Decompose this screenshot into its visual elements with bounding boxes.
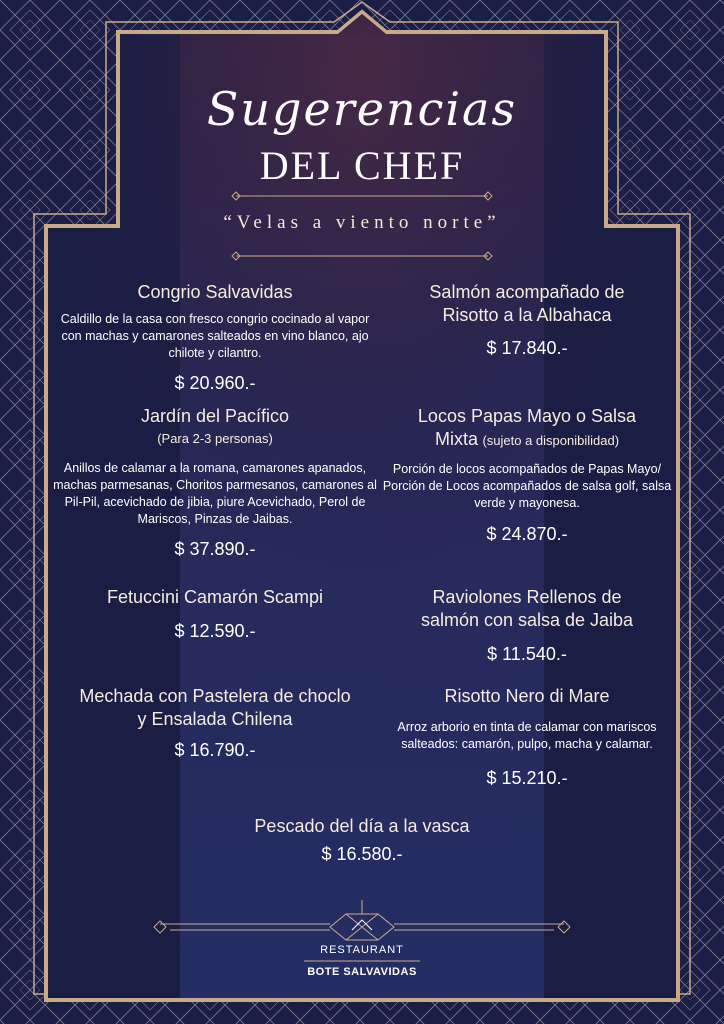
dish-name-raviolones: Raviolones Rellenos de salmón con salsa de Jaiba bbox=[420, 587, 634, 630]
dish-name-salmon: Salmón acompañado de Risotto a la Albahaca bbox=[429, 282, 625, 325]
dish-price-mechada: $ 16.790.- bbox=[174, 740, 256, 760]
dish-name-locos-mixta: Mixta bbox=[434, 429, 478, 449]
dish-desc-jardin: Anillos de calamar a la romana, camarones apanados, machas parmesanas, Choritos parmesanos, camarones al Pil-Pil, acevichado de jibia, piure Acevichado, Perol de Mariscos, Pinzas de Jaibas. bbox=[53, 461, 377, 526]
footer-restaurant-name: BOTE SALVAVIDAS bbox=[307, 966, 417, 978]
dish-name-mechada: Mechada con Pastelera de choclo y Ensalada Chilena bbox=[79, 686, 351, 729]
dish-desc-risotto: Arroz arborio en tinta de calamar con mariscos salteados: camarón, pulpo, macha y calamar. bbox=[397, 720, 657, 751]
dish-price-raviolones: $ 11.540.- bbox=[487, 644, 567, 664]
dish-note-jardin: (Para 2-3 personas) bbox=[157, 431, 273, 446]
footer-divider bbox=[304, 960, 420, 962]
dish-name-fetuccini: Fetuccini Camarón Scampi bbox=[106, 587, 324, 607]
subtitle: “Velas a viento norte” bbox=[223, 212, 501, 233]
dish-price-risotto: $ 15.210.- bbox=[486, 768, 568, 788]
dish-desc-locos: Porción de locos acompañados de Papas Mayo/ Porción de Locos acompañados de salsa golf, salsa verde y mayonesa. bbox=[382, 462, 672, 510]
dish-desc-congrio: Caldillo de la casa con fresco congrio cocinado al vapor con machas y camarones salteados en vino blanco, ajo chilote y cilantro. bbox=[60, 312, 370, 360]
dish-name-locos-line2 bbox=[362, 428, 692, 451]
title-script: Sugerencias bbox=[206, 82, 518, 136]
dish-name-pescado: Pescado del día a la vasca bbox=[254, 816, 470, 836]
dish-note-locos: (sujeto a disponibilidad) bbox=[482, 433, 620, 448]
dish-name-locos-line1: Locos Papas Mayo o Salsa bbox=[417, 406, 637, 426]
page-title: DEL CHEF bbox=[259, 143, 465, 188]
footer-restaurant-label: RESTAURANT bbox=[320, 944, 404, 956]
dish-price-pescado: $ 16.580.- bbox=[321, 844, 403, 864]
dish-price-jardin: $ 37.890.- bbox=[174, 539, 256, 559]
dish-name-jardin: Jardín del Pacífico bbox=[140, 406, 290, 426]
dish-price-congrio: $ 20.960.- bbox=[174, 373, 256, 393]
dish-price-fetuccini: $ 12.590.- bbox=[174, 621, 256, 641]
dish-name-congrio: Congrio Salvavidas bbox=[137, 282, 293, 302]
dish-price-salmon: $ 17.840.- bbox=[486, 338, 568, 358]
dish-price-locos: $ 24.870.- bbox=[486, 524, 568, 544]
dish-name-risotto: Risotto Nero di Mare bbox=[444, 686, 610, 706]
